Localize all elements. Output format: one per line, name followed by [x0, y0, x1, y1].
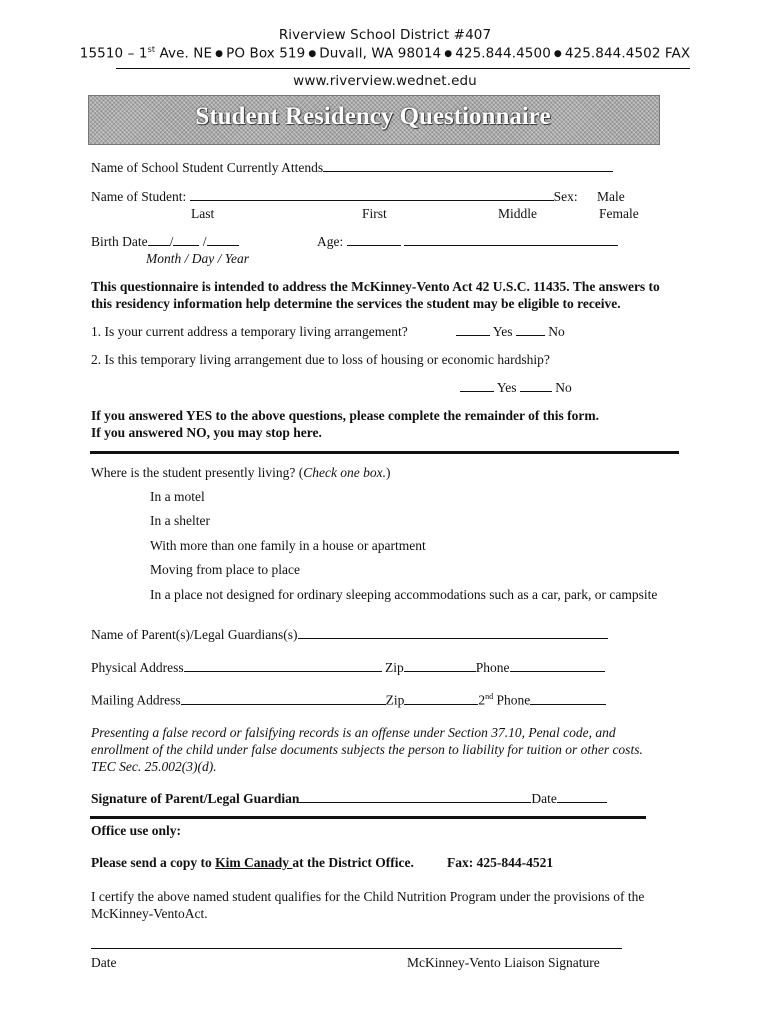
parent-signature-input-line[interactable]	[299, 791, 531, 803]
living-question-hint: Check one box.	[303, 465, 387, 480]
address-street: 15510 – 1	[79, 45, 148, 62]
living-option-motel[interactable]: In a motel	[150, 489, 205, 504]
sex-label: Sex:	[553, 189, 578, 204]
q1-no-input[interactable]	[516, 324, 545, 336]
district-name: Riverview School District #407	[278, 27, 492, 43]
living-question-text: Where is the student presently living? (	[91, 465, 304, 480]
intro-line-2: this residency information help determine the services the student may be eligible to receive.	[91, 296, 621, 311]
address-fax: 425.844.4502 FAX	[564, 45, 691, 62]
address-city: Duvall, WA 98014	[319, 45, 442, 62]
student-name-label: Name of Student:	[91, 189, 187, 204]
q2-yes-input[interactable]	[460, 380, 494, 392]
parent-name-label: Name of Parent(s)/Legal Guardians(s)	[91, 627, 298, 642]
sex-female-option[interactable]: Female	[599, 206, 639, 221]
physical-address-label: Physical Address	[91, 660, 184, 675]
instruction-line-2: If you answered NO, you may stop here.	[91, 425, 322, 440]
school-field	[91, 160, 613, 176]
age-extra-input-line[interactable]	[404, 234, 618, 246]
birth-month-input[interactable]	[148, 234, 170, 246]
address-pobox: PO Box 519	[226, 45, 306, 62]
header-divider	[116, 68, 690, 69]
living-option-moving[interactable]: Moving from place to place	[150, 562, 300, 577]
q1-no-label: No	[548, 324, 565, 339]
physical-address-input-line[interactable]	[184, 660, 382, 672]
date-separator: /	[169, 234, 174, 249]
parent-signature-date-label: Date	[531, 791, 557, 806]
birth-date-label: Birth Date	[91, 234, 148, 249]
last-name-caption: Last	[191, 206, 215, 221]
address-avenue: Ave. NE	[159, 45, 213, 62]
mailing-address-input-line[interactable]	[181, 693, 386, 705]
date-separator: /	[202, 234, 207, 249]
question-1: 1. Is your current address a temporary living arrangement?	[91, 324, 408, 339]
physical-address-field	[91, 660, 605, 676]
question-2-answers	[460, 380, 572, 396]
phone-label: Phone	[475, 660, 510, 675]
first-name-caption: First	[362, 206, 387, 221]
mailing-zip-label: Zip	[385, 692, 405, 708]
school-label: Name of School Student Currently Attends	[91, 160, 324, 175]
age-label: Age:	[317, 234, 344, 249]
q1-yes-input[interactable]	[456, 324, 490, 336]
mailing-address-label: Mailing Address	[91, 692, 181, 708]
second-phone-ordinal: 2	[478, 692, 486, 708]
student-name-input-line[interactable]	[190, 189, 554, 201]
sex-male-option[interactable]: Male	[597, 189, 625, 204]
age-input-line[interactable]	[347, 234, 401, 246]
district-website[interactable]: www.riverview.wednet.edu	[293, 73, 477, 89]
liaison-signature-label: McKinney-Vento Liaison Signature	[407, 955, 600, 970]
office-divider	[90, 816, 646, 819]
page-title: Student Residency Questionnaire	[195, 103, 551, 130]
parent-signature-field	[91, 791, 607, 807]
second-phone-sup: nd	[485, 692, 494, 701]
certify-line-1: I certify the above named student qualifies for the Child Nutrition Program under the provisions of the	[91, 889, 645, 904]
q2-no-input[interactable]	[520, 380, 552, 392]
living-option-unsheltered[interactable]: In a place not designed for ordinary sleeping accommodations such as a car, park, or campsite	[150, 587, 658, 602]
second-phone-input-line[interactable]	[530, 693, 606, 705]
warning-line-3: TEC Sec. 25.002(3)(d).	[91, 759, 217, 774]
warning-line-2: enrollment of the child under false documents subjects the person to liability for tuition or other costs.	[91, 742, 643, 757]
section-divider	[90, 451, 679, 454]
q2-no-label: No	[555, 380, 572, 395]
bullet-icon: ●	[308, 48, 317, 59]
parent-name-field	[91, 627, 608, 643]
phone-input-line[interactable]	[510, 660, 605, 672]
q2-yes-label: Yes	[496, 380, 517, 395]
living-question-end: )	[386, 465, 391, 480]
question-1-answers	[456, 324, 565, 340]
instruction-line-1: If you answered YES to the above questions, please complete the remainder of this form.	[91, 408, 599, 423]
birth-year-input[interactable]	[207, 234, 239, 246]
student-name-field	[91, 189, 578, 205]
warning-line-1: Presenting a false record or falsifying records is an offense under Section 37.10, Penal code, and	[91, 725, 616, 740]
intro-line-1: This questionnaire is intended to address the McKinney-Vento Act 42 U.S.C. 11435. The answers to	[91, 279, 660, 294]
living-question	[91, 465, 391, 481]
parent-signature-date-input-line[interactable]	[557, 791, 607, 803]
birth-date-hint: Month / Day / Year	[146, 251, 250, 266]
bullet-icon: ●	[215, 48, 224, 59]
middle-name-caption: Middle	[498, 206, 537, 221]
q1-yes-label: Yes	[492, 324, 513, 339]
office-use-heading: Office use only:	[91, 823, 181, 838]
send-copy-name: Kim Canady	[215, 855, 293, 870]
mailing-zip-input-line[interactable]	[404, 693, 478, 705]
parent-name-input-line[interactable]	[298, 627, 608, 639]
liaison-signature-line[interactable]	[91, 948, 622, 949]
physical-zip-input-line[interactable]	[404, 660, 476, 672]
age-field	[317, 234, 618, 250]
send-copy-line	[91, 855, 414, 871]
living-option-shared-housing[interactable]: With more than one family in a house or apartment	[150, 538, 426, 553]
school-input-line[interactable]	[323, 160, 613, 172]
birth-date-field	[91, 234, 239, 250]
mailing-address-field	[91, 692, 606, 709]
address-ordinal: st	[147, 45, 156, 54]
liaison-date-label: Date	[91, 955, 117, 970]
birth-day-input[interactable]	[173, 234, 199, 246]
bullet-icon: ●	[444, 48, 453, 59]
fax-number: Fax: 425-844-4521	[447, 855, 554, 870]
parent-signature-label: Signature of Parent/Legal Guardian	[91, 791, 300, 806]
district-address	[0, 45, 770, 62]
physical-zip-label: Zip	[385, 660, 404, 675]
living-option-shelter[interactable]: In a shelter	[150, 513, 210, 528]
address-phone: 425.844.4500	[455, 45, 551, 62]
send-copy-post: at the District Office.	[292, 855, 414, 870]
certify-line-2: McKinney-VentoAct.	[91, 906, 208, 921]
second-phone-label: Phone	[493, 692, 531, 708]
question-2: 2. Is this temporary living arrangement due to loss of housing or economic hardship?	[91, 352, 550, 367]
send-copy-pre: Please send a copy to	[91, 855, 216, 870]
bullet-icon: ●	[553, 48, 562, 59]
